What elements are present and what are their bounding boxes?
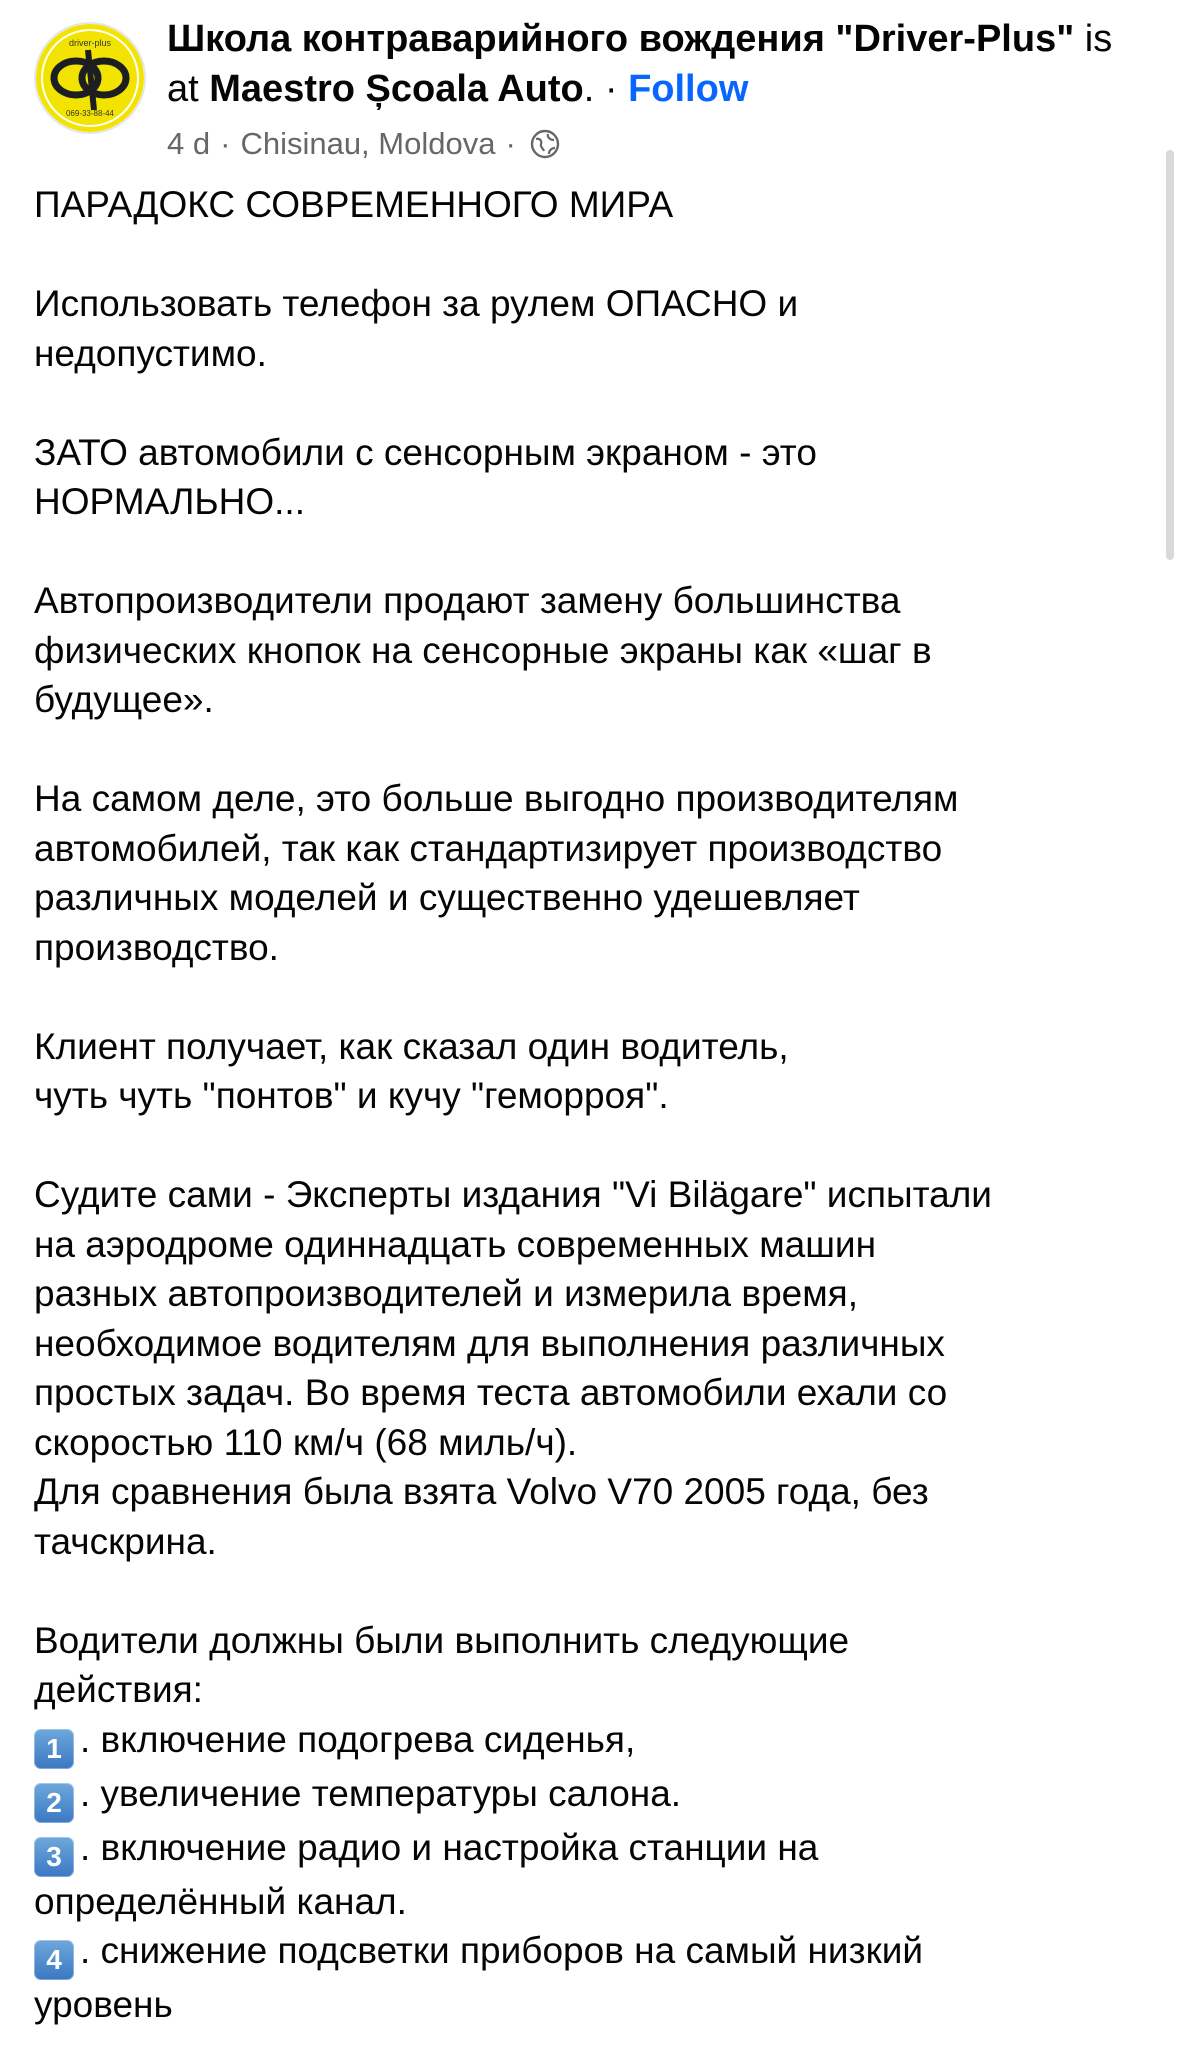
post-time[interactable]: 4 d: [167, 126, 211, 161]
paragraph-2: ЗАТО автомобили с сенсорным экраном - это НОРМАЛЬНО...: [34, 431, 817, 522]
post-header: [0, 0, 1184, 170]
meta-dot: ·: [220, 126, 231, 161]
keycap-number-icon: 3: [34, 1837, 74, 1877]
author-name[interactable]: Школа контраварийного вождения "Driver-Plus": [167, 18, 1075, 60]
avatar-top-text: driver-plus: [68, 38, 112, 48]
is-at-text: is at: [167, 18, 1113, 110]
meta-dot: ·: [505, 126, 516, 161]
avatar-bottom-text: 069-33-88-44: [65, 109, 115, 118]
post-title-line: [167, 14, 1127, 114]
paragraph-7: Водители должны были выполнить следующие действия:: [34, 1619, 850, 1710]
list-item-text: . включение радио и настройка станции на определённый канал.: [34, 1826, 819, 1922]
paragraph-4: На самом деле, это больше выгодно производителям автомобилей, так как стандартизирует производство различных моделей и существенно удешевляет производство.: [34, 778, 959, 968]
keycap-number-icon: 4: [34, 1940, 74, 1980]
paragraph-5: Клиент получает, как сказал один водитель, чуть чуть "понтов" и кучу "геморроя".: [34, 1025, 789, 1116]
paragraph-6: Судите сами - Эксперты издания "Vi Bilägare" испытали на аэродроме одиннадцать современных машин разных автопроизводителей и измерила время, необходимое водителям для выполнения различных простых задач. Во время теста автомобили ехали со скоростью 110 км/ч (68 миль/ч). Для сравнения была взята Volvo V70 2005 года, без тачскрина.: [34, 1174, 992, 1562]
location-link[interactable]: Maestro Școala Auto: [209, 68, 584, 110]
paragraph-1: Использовать телефон за рулем ОПАСНО и недопустимо.: [34, 283, 799, 374]
globe-icon: [530, 129, 560, 159]
post-meta: [167, 124, 560, 164]
list-item-text: . увеличение температуры салона.: [80, 1772, 682, 1814]
page-avatar[interactable]: [34, 22, 146, 134]
post-body: [34, 180, 1154, 2030]
list-item: [34, 1926, 1154, 2030]
keycap-number-icon: 1: [34, 1729, 74, 1769]
list-item-text: . снижение подсветки приборов на самый низкий уровень: [34, 1930, 924, 2025]
keycap-number-icon: 2: [34, 1783, 74, 1823]
list-item: [34, 1823, 1154, 1927]
scrollbar[interactable]: [1166, 150, 1174, 560]
list-item: [34, 1769, 1154, 1823]
paragraph-3: Автопроизводители продают замену большинства физических кнопок на сенсорные экраны как «шаг в будущее».: [34, 580, 932, 720]
list-item-text: . включение подогрева сиденья,: [80, 1718, 636, 1760]
list-item: [34, 1715, 1154, 1769]
title-separator: ·: [604, 68, 618, 110]
post-heading: ПАРАДОКС СОВРЕМЕННОГО МИРА: [34, 184, 674, 225]
post-place[interactable]: Chisinau, Moldova: [240, 126, 496, 161]
driver-plus-logo-icon: [36, 24, 144, 132]
title-period: .: [583, 68, 595, 110]
follow-button[interactable]: Follow: [628, 68, 749, 110]
